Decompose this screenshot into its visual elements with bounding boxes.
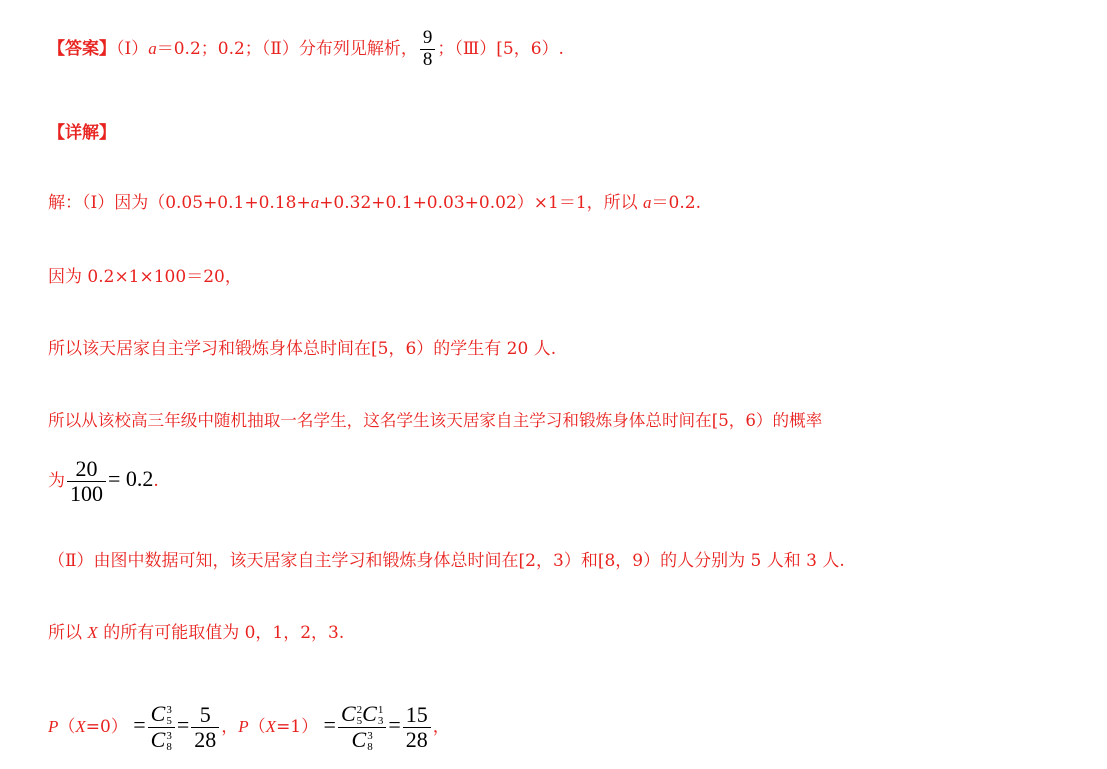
solution-line-1-c: ＝0.2. [651,193,701,213]
answer-line [48,26,1097,72]
solution-line-5-end: . [153,471,159,491]
p0-equals-2: = [176,712,190,737]
solution-line-2: 因为 0.2×1×100＝20， [48,267,242,287]
p1-cond-open: （ [248,717,266,737]
answer-fraction-denominator: 8 [422,49,433,70]
p0-cond-open: （ [58,717,76,737]
answer-part1-text: ＝0.2；0.2；（Ⅱ）分布列见解析， [156,39,418,59]
detail-heading: 【详解】 [48,123,116,143]
p1-denominator: C 3 8 [351,727,373,753]
probability-formula-line [48,690,1097,760]
solution-line-1-var2: a [643,193,652,212]
solution-line-3: 所以该天居家自主学习和锻炼身体总时间在[5，6）的学生有 20 人. [48,339,557,359]
answer-fraction [420,28,436,71]
solution-line-1-var: a [310,193,320,212]
solution-line-1-b: +0.32+0.1+0.03+0.02）×1＝1，所以 [319,193,644,213]
probability-fraction-denominator: 100 [70,481,103,506]
answer-fraction-numerator: 9 [422,27,433,49]
probability-result: = 0.2 [108,466,154,491]
answer-part1: （Ⅰ） [116,39,149,59]
p1-equals-2: = [388,712,401,737]
formula-end: ， [432,717,450,737]
probability-fraction-numerator: 20 [75,455,98,481]
p0-denominator: C 3 8 [150,727,172,753]
answer-part3-text: ；（Ⅲ）[5，6）. [437,39,564,59]
p1-combination-fraction [338,702,386,753]
p1-label: P [238,717,249,736]
p1-cond-close: =1） [276,717,319,737]
formula-separator: ， [221,717,239,737]
p0-result-numerator: 5 [199,701,211,727]
solution-line-7 [48,620,1097,646]
answer-var-a: a [148,39,157,58]
p0-result-fraction [191,703,219,752]
answer-label: 【答案】 [48,39,116,59]
p1-result-fraction [403,703,431,752]
solution-line-4: 所以从该校高三年级中随机抽取一名学生，这名学生该天居家自主学习和锻炼身体总时间在[5，6）的概率 [48,411,823,430]
solution-line-1-a: 解：（Ⅰ）因为（0.05+0.1+0.18+ [48,193,311,213]
solution-line-1 [48,190,1097,216]
probability-fraction [67,457,106,506]
p0-combination-fraction [148,702,175,753]
p1-equals: = [323,712,336,737]
solution-line-7-a: 所以 [48,623,88,643]
solution-line-5 [48,450,1097,508]
p0-cond-close: =0） [85,717,128,737]
p0-numerator: C 3 5 [150,701,172,727]
p1-numerator: C 2 5 C 1 3 [340,701,384,727]
p1-cond-var: X [265,717,277,736]
p0-cond-var: X [75,717,86,736]
p1-result-denominator: 28 [405,727,428,752]
p1-result-numerator: 15 [405,701,428,727]
solution-line-5-prefix: 为 [48,471,65,491]
p0-label: P [48,717,59,736]
p0-result-denominator: 28 [194,727,217,752]
solution-line-7-b: 的所有可能取值为 0，1，2，3. [97,623,345,643]
solution-line-6: （Ⅱ）由图中数据可知，该天居家自主学习和锻炼身体总时间在[2，3）和[8，9）的人分别为 5 人和 3 人. [48,551,845,571]
solution-line-7-var: X [87,623,98,642]
p0-equals: = [133,712,146,737]
